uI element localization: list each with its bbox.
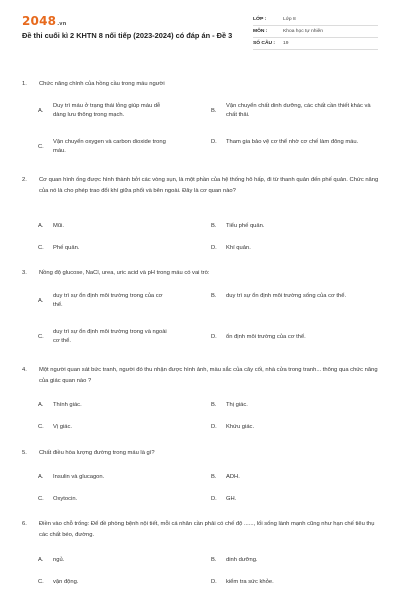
option-text: Insulin và glucagon. <box>53 474 105 480</box>
question-6-option-a[interactable] <box>38 556 173 565</box>
option-letter: A. <box>38 223 44 229</box>
option-text: Tiểu phế quản. <box>226 223 265 229</box>
question-2-option-a[interactable] <box>38 222 173 231</box>
option-letter: B. <box>211 107 217 114</box>
question-2 <box>22 175 382 196</box>
question-4 <box>22 365 382 386</box>
question-3 <box>22 268 382 279</box>
logo-suffix-text: .vn <box>57 21 67 27</box>
meta-key: SỐ CÂU : <box>253 41 276 46</box>
option-letter: B. <box>211 293 217 299</box>
question-text: Một người quan sát bức tranh, người đó thu nhận được hình ảnh, màu sắc của cây cối, nhà cửa trong tranh... thông qua chức năng của giác quan nào ? <box>39 367 378 384</box>
question-text: Cơ quan hình ống được hình thành bởi các vòng sụn, là một phần của hệ thống hô hấp, đi từ thanh quản đến phế quản. Chức năng của nó là cho phép trao đổi khí giữa phổi và bên ngoài. Đây là cơ quan nào? <box>39 177 379 194</box>
option-text: GH. <box>226 496 237 502</box>
meta-key: MÔN : <box>253 29 268 34</box>
option-text: Khí quản. <box>226 245 251 251</box>
meta-value: Lớp 8 <box>283 17 296 22</box>
question-1-option-b[interactable] <box>211 102 376 120</box>
option-letter: D. <box>211 424 217 430</box>
question-5-option-d[interactable] <box>211 495 376 504</box>
question-number: 4. <box>22 367 27 373</box>
question-6-option-c[interactable] <box>38 578 173 587</box>
question-2-option-d[interactable] <box>211 244 376 253</box>
option-letter: D. <box>211 139 217 145</box>
meta-row-question-count <box>253 38 378 50</box>
question-4-option-b[interactable] <box>211 401 376 410</box>
option-letter: C. <box>38 333 44 340</box>
question-5-option-a[interactable] <box>38 473 173 482</box>
meta-row-subject <box>253 26 378 38</box>
meta-key: LỚP : <box>253 17 267 22</box>
exam-title: Đề thi cuối kì 2 KHTN 8 nối tiếp (2023-2024) có đáp án - Đề 3 <box>22 31 233 40</box>
meta-row-class <box>253 14 378 26</box>
question-number: 2. <box>22 177 27 183</box>
question-4-option-d[interactable] <box>211 423 376 432</box>
option-text: Phế quản. <box>53 245 80 251</box>
option-letter: C. <box>38 496 44 502</box>
option-letter: A. <box>38 557 44 563</box>
option-letter: D. <box>211 579 217 585</box>
question-6-option-d[interactable] <box>211 578 376 587</box>
question-3-option-c[interactable] <box>38 328 173 346</box>
meta-value: Khoa học tự nhiên <box>283 29 323 34</box>
option-letter: C. <box>38 424 44 430</box>
option-letter: C. <box>38 245 44 251</box>
option-text: duy trì sự ổn định môi trường trong của cơ thể. <box>53 293 163 308</box>
question-3-option-d[interactable] <box>211 333 376 342</box>
option-text: Vận chuyển oxygen và carbon dioxide trong máu. <box>53 139 166 154</box>
option-text: kiểm tra sức khỏe. <box>226 579 274 585</box>
question-text: Nồng độ glucose, NaCl, urea, uric acid và pH trong máu có vai trò: <box>39 270 210 276</box>
option-text: Thị giác. <box>226 402 248 408</box>
option-text: duy trì sự ổn định môi trường trong và ngoài cơ thể. <box>53 329 167 344</box>
exam-meta-table <box>253 14 378 50</box>
option-letter: C. <box>38 143 44 150</box>
option-letter: B. <box>211 557 217 563</box>
question-5-option-b[interactable] <box>211 473 376 482</box>
question-2-option-b[interactable] <box>211 222 376 231</box>
question-number: 3. <box>22 270 27 276</box>
option-letter: A. <box>38 474 44 480</box>
question-text: Chức năng chính của hồng cầu trong máu người <box>39 81 165 87</box>
option-text: Vận chuyển chất dinh dưỡng, các chất cần thiết khác và chất thải. <box>226 103 371 118</box>
option-letter: B. <box>211 223 217 229</box>
question-3-option-b[interactable] <box>211 292 376 301</box>
option-text: Oxytocin. <box>53 496 78 502</box>
option-text: ADH. <box>226 474 240 480</box>
option-letter: D. <box>211 334 217 340</box>
option-text: ổn định môi trường của cơ thể. <box>226 334 306 340</box>
option-letter: D. <box>211 496 217 502</box>
option-letter: C. <box>38 579 44 585</box>
question-4-option-c[interactable] <box>38 423 173 432</box>
question-number: 5. <box>22 450 27 456</box>
option-text: Khứu giác. <box>226 424 255 430</box>
question-5 <box>22 448 382 459</box>
question-text: Điền vào chỗ trống: Để đề phòng bệnh nội tiết, mỗi cá nhân cần phải có chế độ ......, lối sống lành mạnh cũng như hạn chế tiêu thụ các chất béo, đường. <box>39 521 375 538</box>
option-letter: B. <box>211 402 217 408</box>
question-3-option-a[interactable] <box>38 292 173 310</box>
question-5-option-c[interactable] <box>38 495 173 504</box>
question-1 <box>22 79 382 90</box>
option-text: duy trì sự ổn định môi trường sống của cơ thể. <box>226 293 347 299</box>
question-1-option-a[interactable] <box>38 102 173 120</box>
question-2-option-c[interactable] <box>38 244 173 253</box>
question-number: 1. <box>22 81 27 87</box>
question-text: Chất điều hòa lượng đường trong máu là gì? <box>39 450 155 456</box>
meta-value: 19 <box>283 41 289 46</box>
question-4-option-a[interactable] <box>38 401 173 410</box>
option-letter: A. <box>38 297 44 304</box>
option-letter: A. <box>38 107 44 114</box>
option-text: Vị giác. <box>53 424 73 430</box>
option-text: dinh dưỡng. <box>226 557 258 563</box>
option-letter: D. <box>211 245 217 251</box>
option-text: ngủ. <box>53 557 65 563</box>
option-text: Mũi. <box>53 223 64 229</box>
question-1-option-d[interactable] <box>211 138 376 147</box>
question-number: 6. <box>22 521 27 527</box>
question-6-option-b[interactable] <box>211 556 376 565</box>
option-letter: B. <box>211 474 217 480</box>
site-logo[interactable] <box>22 14 67 28</box>
option-text: Thính giác. <box>53 402 82 408</box>
option-text: Tham gia bảo vệ cơ thể nhờ cơ chế làm đông máu. <box>226 139 359 145</box>
question-6 <box>22 519 382 540</box>
option-letter: A. <box>38 402 44 408</box>
question-1-option-c[interactable] <box>38 138 173 156</box>
option-text: Duy trì máu ở trạng thái lỏng giúp máu dễ dàng lưu thông trong mạch. <box>53 103 161 118</box>
option-text: vận động. <box>53 579 79 585</box>
logo-main-text: 2048 <box>22 14 57 28</box>
